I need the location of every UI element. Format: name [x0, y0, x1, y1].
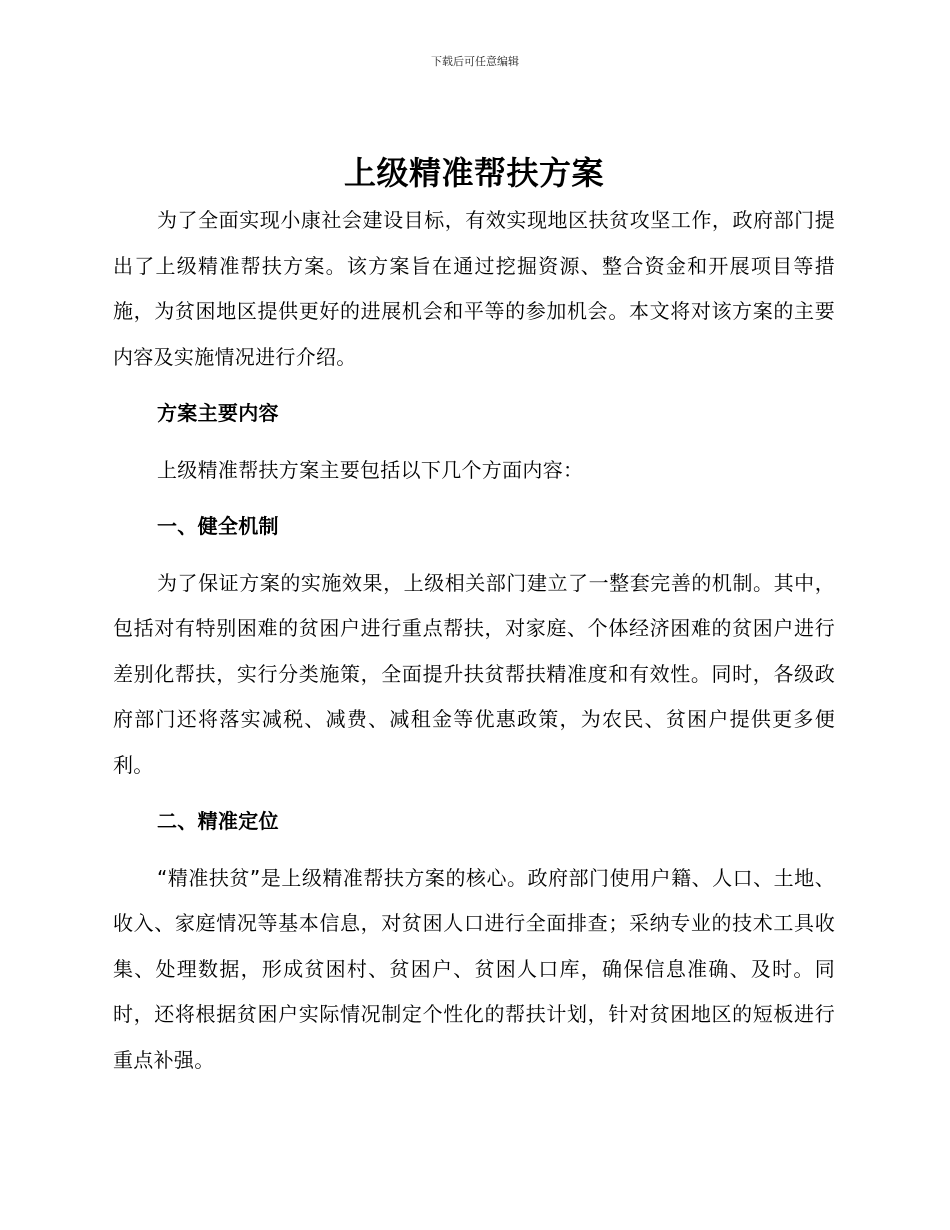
- section-paragraph-targeting: “精准扶贫”是上级精准帮扶方案的核心。政府部门使用户籍、人口、土地、收入、家庭情况等基本信息，对贫困人口进行全面排查；采纳专业的技术工具收集、处理数据，形成贫困村、贫困户、贫困人口库，确保信息准确、及时。同时，还将根据贫困户实际情况制定个性化的帮扶计划，针对贫困地区的短板进行重点补强。: [113, 865, 835, 1072]
- section-heading-main-content: 方案主要内容: [157, 401, 279, 425]
- section-paragraph-main-content: 上级精准帮扶方案主要包括以下几个方面内容：: [157, 457, 584, 482]
- header-note: 下载后可任意编辑: [431, 55, 519, 68]
- spacer: [113, 788, 835, 799]
- spacer: [113, 845, 835, 856]
- section-heading-targeting: 二、精准定位: [157, 809, 279, 833]
- spacer: [113, 550, 835, 561]
- spacer: [113, 437, 835, 448]
- document-body: [113, 150, 835, 1083]
- document-title: 上级精准帮扶方案: [343, 154, 604, 192]
- section-paragraph-mechanism: 为了保证方案的实施效果，上级相关部门建立了一整套完善的机制。其中，包括对有特别困难的贫困户进行重点帮扶，对家庭、个体经济困难的贫困户进行差别化帮扶，实行分类施策，全面提升扶贫帮扶精准度和有效性。同时，各级政府部门还将落实减税、减费、减租金等优惠政策，为农民、贫困户提供更多便利。: [113, 570, 835, 777]
- section-heading-mechanism: 一、健全机制: [157, 514, 279, 538]
- spacer: [113, 380, 835, 391]
- intro-paragraph: 为了全面实现小康社会建设目标，有效实现地区扶贫攻坚工作，政府部门提出了上级精准帮扶方案。该方案旨在通过挖掘资源、整合资金和开展项目等措施，为贫困地区提供更好的进展机会和平等的参加机会。本文将对该方案的主要内容及实施情况进行介绍。: [113, 208, 835, 369]
- spacer: [113, 493, 835, 504]
